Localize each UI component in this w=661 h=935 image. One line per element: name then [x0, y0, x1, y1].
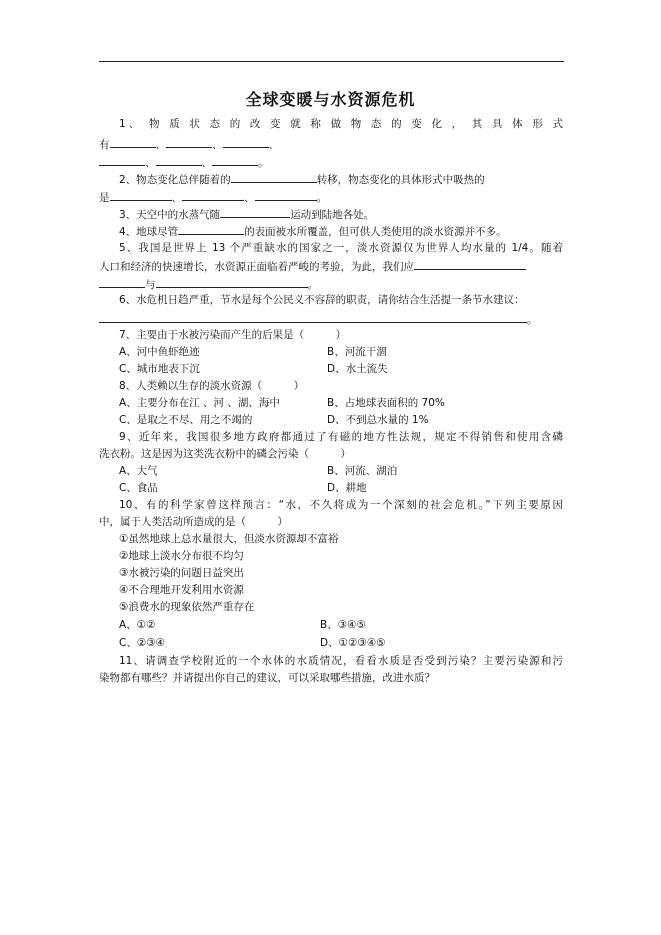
q11-line2: 染物都有哪些？并请提出你自己的建议，可以采取哪些措施，改进水质？ — [99, 672, 435, 684]
q10-option-b[interactable]: B、③④⑤ — [320, 619, 366, 631]
q10-option-a[interactable]: A、①② — [119, 619, 156, 631]
q9-option-d[interactable]: D、耕地 — [327, 482, 367, 494]
q1-end: 。 — [258, 157, 269, 169]
q5-end: 。 — [307, 279, 318, 291]
q4-line — [119, 223, 507, 239]
q10-option-d[interactable]: D、①②③④⑤ — [320, 637, 386, 649]
q1-sep: 、 — [145, 157, 156, 169]
q5-line1: 5、我国是世界上 13 个严重缺水的国家之一，淡水资源仅为世界人均水量的 1/4。随着 — [119, 242, 563, 254]
q8-stem: 8、人类赖以生存的淡水资源（ ） — [119, 380, 305, 392]
q1-blank-2[interactable] — [166, 136, 212, 148]
q7-option-b[interactable]: B、河流干涸 — [327, 346, 387, 358]
q2-blank-3[interactable] — [182, 189, 244, 201]
q1-sep: 、 — [268, 139, 279, 151]
q8-option-a[interactable]: A、主要分布在江 、河 、湖、海中 — [119, 397, 280, 409]
page-title: 全球变暖与水资源危机 — [245, 90, 416, 109]
q10-option-c[interactable]: C、②③④ — [119, 637, 166, 649]
q2-sep: 、 — [171, 192, 182, 204]
q2-shi: 是 — [99, 192, 110, 204]
q8-option-d[interactable]: D、不到总水量的 1% — [327, 414, 429, 426]
q1-blank-1[interactable] — [110, 136, 156, 148]
q2-blank-4[interactable] — [255, 189, 317, 201]
q1-blank-3[interactable] — [223, 136, 269, 148]
q2-line1 — [119, 171, 485, 187]
q1-sep: 、 — [155, 139, 166, 151]
q10-item-2: ②地球上淡水分布很不均匀 — [119, 550, 244, 562]
q8-option-b[interactable]: B、占地球表面积的 70% — [327, 397, 445, 409]
q10-line1: 10、有的科学家曾这样预言：“水，不久将成为一个深刻的社会危机。”下列主要原因 — [119, 499, 563, 511]
q1-line3 — [99, 154, 269, 170]
q6-end: 。 — [527, 314, 538, 326]
q3-blank[interactable] — [220, 206, 290, 218]
q5-blank-3[interactable] — [156, 276, 308, 288]
q1-line1: 1、 物 质 状 态 的 改 变 就 称 做 物 态 的 变 化 ， 其 具 体 形 式 — [119, 118, 563, 130]
q9-option-a[interactable]: A、大气 — [119, 465, 158, 477]
q3-line — [119, 206, 374, 222]
q8-option-c[interactable]: C、是取之不尽、用之不竭的 — [119, 414, 253, 426]
q6-line1: 6、水危机日趋严重，节水是每个公民义不容辞的职责，请你结合生活提一条节水建议： — [119, 294, 525, 306]
q10-item-1: ①虽然地球上总水量很大，但淡水资源却不富裕 — [119, 533, 339, 545]
q2-mid: 转移，物态变化的具体形式中吸热的 — [316, 174, 485, 186]
q1-blank-6[interactable] — [212, 154, 258, 166]
q3-prefix: 3、天空中的水蒸气随 — [119, 209, 221, 221]
q5-blank-2[interactable] — [99, 276, 145, 288]
q2-line2 — [99, 189, 327, 205]
q6-blank[interactable] — [99, 311, 527, 323]
q4-prefix: 4、地球尽管 — [119, 226, 179, 238]
q11-line1: 11、请调查学校附近的一个水体的水质情况，看看水质是否受到污染？主要污染源和污 — [119, 655, 563, 667]
q2-blank-1[interactable] — [231, 171, 317, 183]
q7-stem: 7、主要由于水被污染而产生的后果是（ ） — [119, 329, 347, 341]
q9-option-b[interactable]: B、河流、湖泊 — [327, 465, 398, 477]
header-rule — [99, 61, 564, 62]
q1-prefix: 有 — [99, 139, 110, 151]
q10-line2: 中，属于人类活动所造成的是（ ） — [99, 516, 288, 528]
q2-sep: 、 — [244, 192, 255, 204]
q5-text: 人口和经济的快速增长，水资源正面临着严峻的考验，为此，我们应 — [99, 261, 414, 273]
q7-option-d[interactable]: D、水土流失 — [327, 363, 388, 375]
q1-sep: 、 — [201, 157, 212, 169]
q9-line1: 9、近年来，我国很多地方政府都通过了有磁的地方性法规，规定不得销售和使用含磷 — [119, 431, 563, 443]
q5-line2 — [99, 258, 526, 274]
q2-blank-2[interactable] — [110, 189, 172, 201]
q7-option-a[interactable]: A、河中鱼虾绝迹 — [119, 346, 200, 358]
q6-line2 — [99, 311, 538, 327]
q3-suffix: 运动到陆地各处。 — [290, 209, 375, 221]
q5-line3 — [99, 276, 318, 292]
q1-line2 — [99, 136, 279, 152]
q1-blank-4[interactable] — [99, 154, 145, 166]
q5-mid: 与 — [145, 279, 156, 291]
q4-blank[interactable] — [178, 223, 244, 235]
q5-blank-1[interactable] — [414, 258, 526, 270]
q9-option-c[interactable]: C、食品 — [119, 482, 158, 494]
q7-option-c[interactable]: C、城市地表下沉 — [119, 363, 200, 375]
q10-item-5: ⑤浪费水的现象依然严重存在 — [119, 601, 255, 613]
q2-prefix: 2、物态变化总伴随着的 — [119, 174, 231, 186]
q10-item-3: ③水被污染的问题日益突出 — [119, 567, 244, 579]
q10-item-4: ④不合理地开发利用水资源 — [119, 584, 244, 596]
q1-blank-5[interactable] — [156, 154, 202, 166]
q4-suffix: 的表面被水所覆盖，但可供人类使用的淡水资源并不多。 — [244, 226, 507, 238]
q1-sep: 、 — [212, 139, 223, 151]
q2-end: 。 — [316, 192, 327, 204]
q9-line2: 洗衣粉。这是因为这类洗衣粉中的磷会污染（ ） — [99, 448, 351, 460]
